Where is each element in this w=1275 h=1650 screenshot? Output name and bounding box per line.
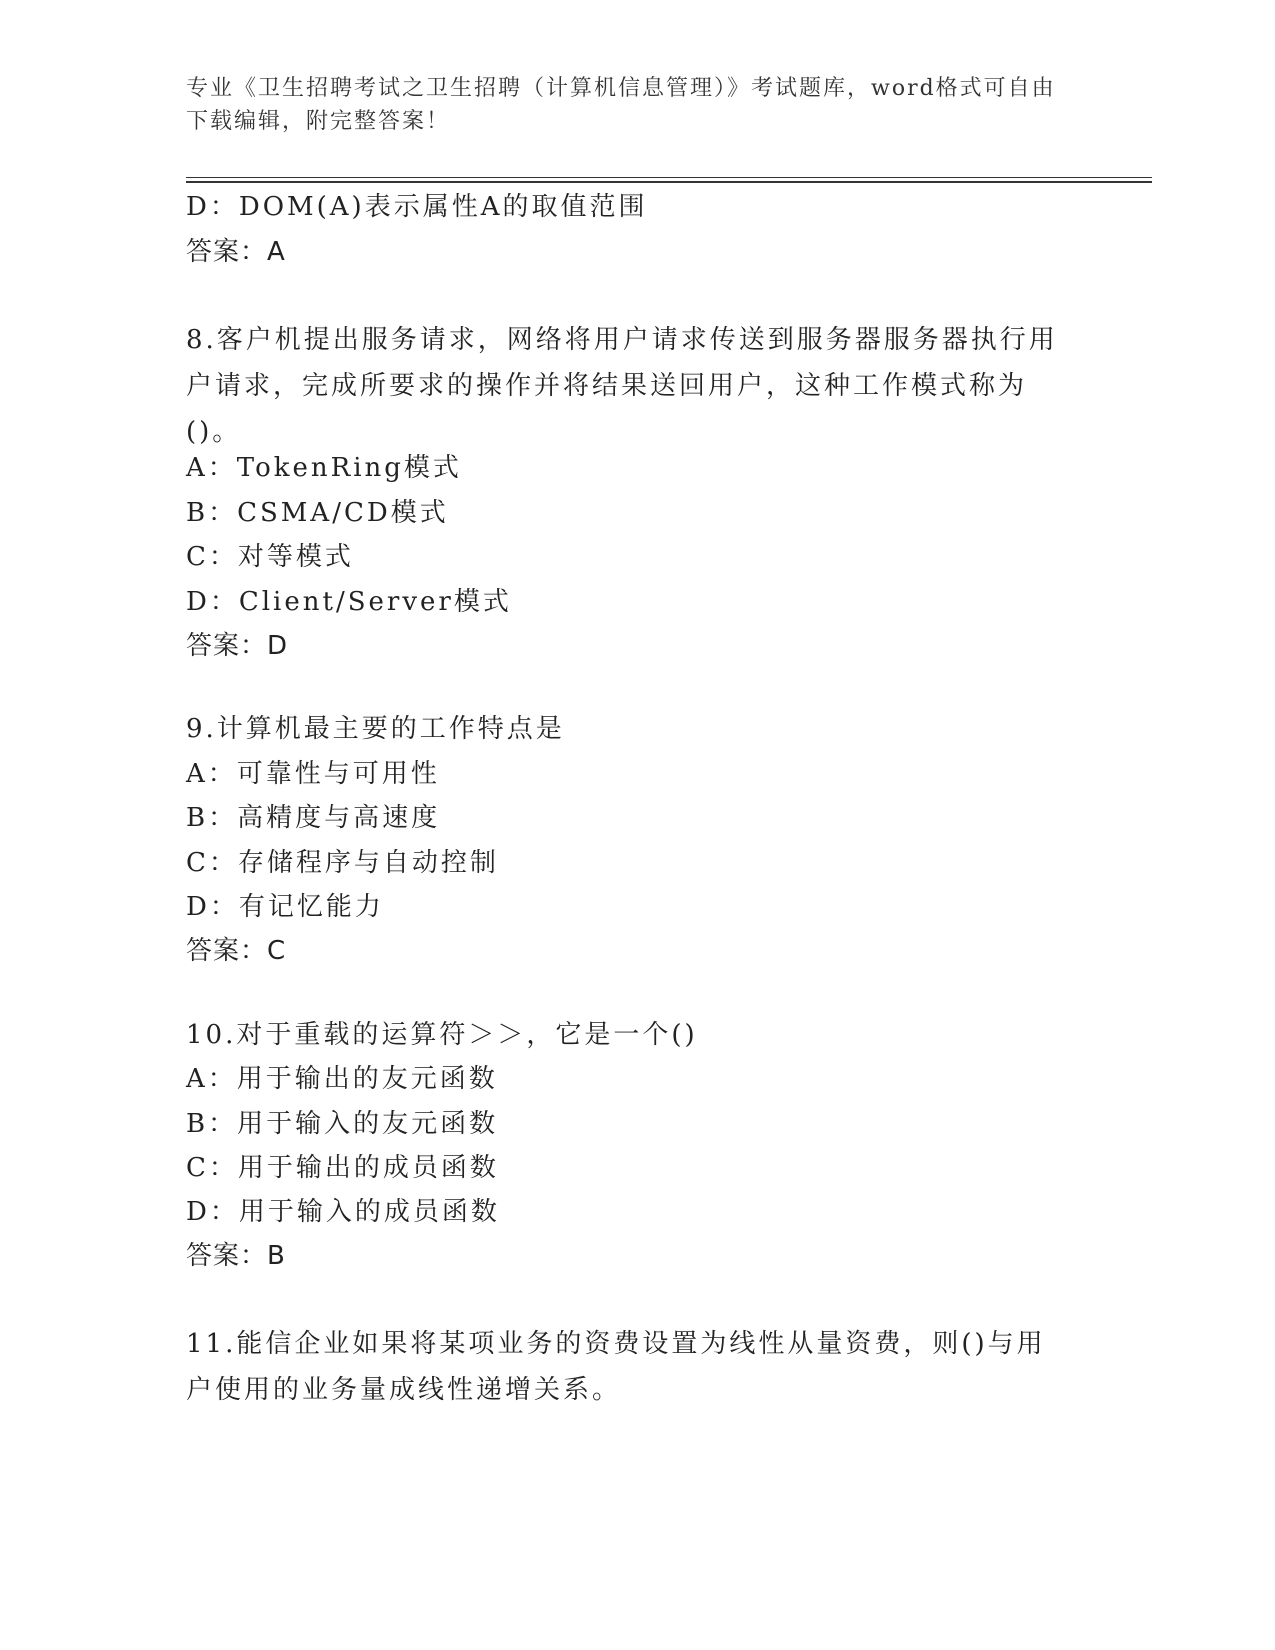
question-11-stem: 11.能信企业如果将某项业务的资费设置为线性从量资费，则()与用户使用的业务量成线性递增关系。 [186,1329,1046,1405]
document-header: 专业《卫生招聘考试之卫生招聘（计算机信息管理）》考试题库，word格式可自由下载编辑，附完整答案！ [186,76,1056,134]
question-9-option-b: B：高精度与高速度 [186,803,441,833]
question-8-option-a: A：TokenRing模式 [186,453,462,483]
question-8-option-c: C：对等模式 [186,542,354,572]
question-8-stem: 8.客户机提出服务请求，网络将用户请求传送到服务器服务器执行用户请求，完成所要求的操作并将结果送回用户，这种工作模式称为()。 [186,325,1058,447]
question-10-option-b: B：用于输入的友元函数 [186,1109,499,1139]
question-10-option-c: C：用于输出的成员函数 [186,1153,499,1183]
question-9-option-a: A：可靠性与可用性 [186,759,440,789]
prev-option-d: D：DOM(A)表示属性A的取值范围 [186,192,648,222]
question-8-option-d: D：Client/Server模式 [186,587,512,617]
question-9-answer: 答案：C [186,936,287,966]
question-9-option-c: C：存储程序与自动控制 [186,848,499,878]
question-10-stem: 10.对于重载的运算符＞＞，它是一个() [186,1020,698,1050]
prev-answer: 答案：A [186,237,286,267]
header-divider-thin [186,177,1152,178]
question-10-answer: 答案：B [186,1241,286,1271]
question-10-option-a: A：用于输出的友元函数 [186,1064,498,1094]
question-9-option-d: D：有记忆能力 [186,892,384,922]
question-9-stem: 9.计算机最主要的工作特点是 [186,714,565,744]
question-8-answer: 答案：D [186,631,289,661]
question-10-option-d: D：用于输入的成员函数 [186,1197,500,1227]
question-8-option-b: B：CSMA/CD模式 [186,498,449,528]
header-divider-thick [186,181,1152,183]
